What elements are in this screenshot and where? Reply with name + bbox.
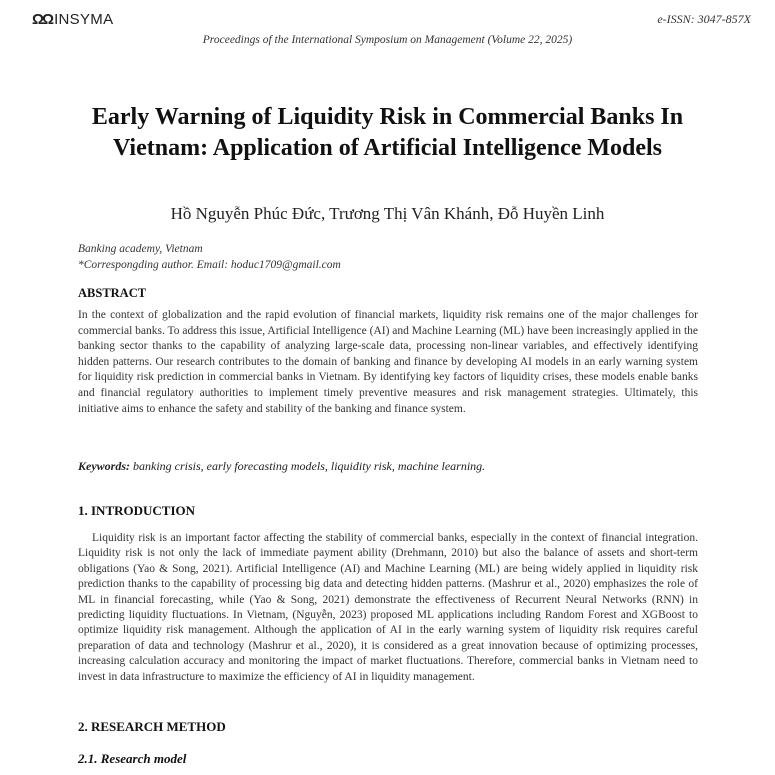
abstract-heading: ABSTRACT [78, 286, 147, 300]
authors: Hồ Nguyễn Phúc Đức, Trương Thị Vân Khánh, Đỗ Huyền Linh [170, 204, 605, 223]
keywords-text: banking crisis, early forecasting models, liquidity risk, machine learning. [133, 459, 486, 473]
proceedings-line: Proceedings of the International Symposium on Management (Volume 22, 2025) [202, 34, 573, 46]
paper-title: Early Warning of Liquidity Risk in Commercial Banks In Vietnam: Application of Artificial Intelligence Models [91, 104, 684, 161]
section-heading-introduction: 1. INTRODUCTION [78, 503, 196, 518]
logo-text: INSYMA [54, 11, 114, 28]
journal-logo [32, 11, 113, 28]
keywords [78, 459, 698, 474]
affiliation-block [78, 241, 341, 273]
introduction-body: Liquidity risk is an important factor affecting the stability of commercial banks, especially in the context of financial integration. Liquidity risk is not only the lack of immediate payment ability (Drehmann, 2010) but also the balance of assets and short-term obligations (Yao & Song, 2021). Artificial Intelligence (AI) and Machine Learning (ML) are being widely applied in liquidity risk prediction thanks to the capability of processing big data and detecting hidden patterns. (Mashrur et al., 2020) emphasizes the role of ML in financial forecasting, while (Yao & Song, 2021) demonstrate the effectiveness of Recurrent Neural Networks (RNN) in predicting liquidity fluctuations. In Vietnam, (Nguyễn, 2023) proposed ML applications including Random Forest and XGBoost to optimize liquidity risk management. Although the application of AI in the early warning system of liquidity risk requires careful preparation of data and technology (Mashrur et al., 2020), it is considered as a great innovation because of optimizing processes, increasing calculation accuracy and monitoring the impact of market fluctuations. Therefore, commercial banks in Vietnam need to invest in data infrastructure to maximize the efficiency of AI in liquidity management. [78, 532, 698, 683]
corresponding-author: *Correspongding author. Email: hoduc1709@gmail.com [78, 259, 341, 271]
abstract-body: In the context of globalization and the rapid evolution of financial markets, liquidity risk remains one of the major challenges for commercial banks. To address this issue, Artificial Intelligence (AI) and Machine Learning (ML) have been increasingly applied in the banking sector thanks to the capability of analyzing large-scale data, processing non-linear variables, and effectively identifying hidden patterns. Our research contributes to the domain of banking and finance by developing AI models in an early warning system for liquidity risk prediction in commercial banks in Vietnam. By identifying key factors of liquidity crises, these models enable banks and financial regulatory authorities to implement timely preventive measures and risk management strategies. Ultimately, this initiative aims to enhance the safety and stability of the banking and finance system. [78, 309, 698, 415]
affiliation: Banking academy, Vietnam [78, 243, 203, 255]
issn: e-ISSN: 3047-857X [657, 12, 751, 26]
logo-mark-icon: ΩΩ [32, 11, 53, 28]
keywords-label: Keywords: [78, 459, 130, 473]
subsection-heading-research-model: 2.1. Research model [78, 751, 187, 766]
section-heading-research-method: 2. RESEARCH METHOD [78, 719, 226, 734]
